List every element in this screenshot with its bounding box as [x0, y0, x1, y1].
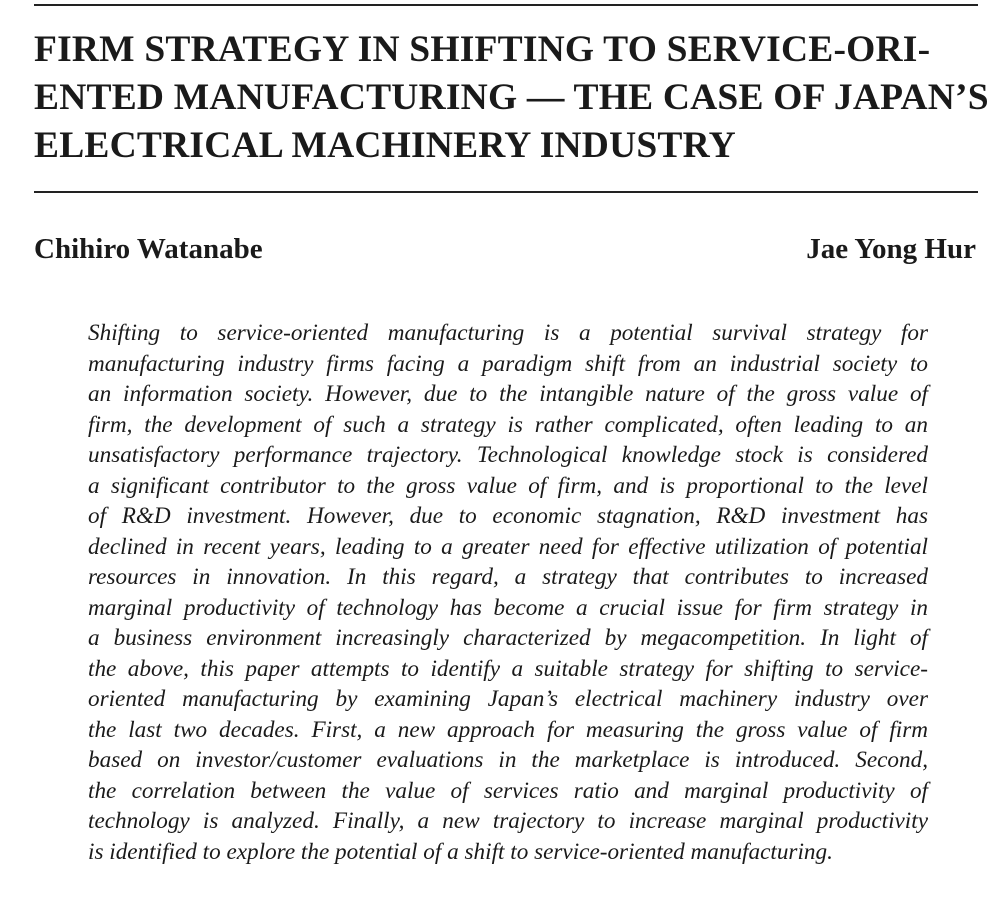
top-rule: [34, 4, 978, 6]
abstract-line: a business environment increasingly characterized by megacompetition. In light of: [88, 625, 928, 651]
abstract-line: of R&D investment. However, due to economic stagnation, R&D investment has: [88, 503, 928, 529]
abstract-line: resources in innovation. In this regard, a strategy that contributes to increased: [88, 564, 928, 590]
abstract-line: firm, the development of such a strategy is rather complicated, often leading to an: [88, 411, 928, 438]
abstract-line: the last two decades. First, a new approach for measuring the gross value of firm: [88, 716, 928, 743]
abstract-line: based on investor/customer evaluations in the marketplace is introduced. Second,: [88, 747, 928, 773]
paper-title: [34, 26, 989, 170]
abstract: [88, 318, 928, 867]
abstract-line: the above, this paper attempts to identify a suitable strategy for shifting to service-: [88, 655, 928, 682]
abstract-line: the correlation between the value of services ratio and marginal productivity of: [88, 777, 928, 804]
abstract-line: unsatisfactory performance trajectory. Technological knowledge stock is considered: [88, 442, 928, 468]
abstract-line: declined in recent years, leading to a greater need for effective utilization of potential: [88, 533, 928, 560]
author-name-first: Chihiro Watanabe: [34, 233, 263, 265]
author-name-second: Jae Yong Hur: [806, 233, 976, 265]
title-line: FIRM STRATEGY IN SHIFTING TO SERVICE-ORI-: [34, 29, 931, 70]
abstract-line: Shifting to service-oriented manufacturing is a potential survival strategy for: [88, 320, 928, 346]
abstract-line: a significant contributor to the gross value of firm, and is proportional to the level: [88, 472, 928, 499]
abstract-line: marginal productivity of technology has become a crucial issue for firm strategy in: [88, 594, 928, 621]
title-line: ENTED MANUFACTURING — THE CASE OF JAPAN’S: [34, 77, 989, 118]
abstract-line: is identified to explore the potential of a shift to service-oriented manufacturing.: [88, 838, 833, 865]
title-line: ELECTRICAL MACHINERY INDUSTRY: [34, 125, 736, 166]
abstract-line: an information society. However, due to the intangible nature of the gross value of: [88, 381, 928, 407]
abstract-line: technology is analyzed. Finally, a new trajectory to increase marginal productivity: [88, 808, 928, 834]
title-divider-rule: [34, 191, 978, 193]
abstract-line: manufacturing industry firms facing a paradigm shift from an industrial society to: [88, 350, 928, 377]
abstract-line: oriented manufacturing by examining Japan’s electrical machinery industry over: [88, 686, 928, 712]
